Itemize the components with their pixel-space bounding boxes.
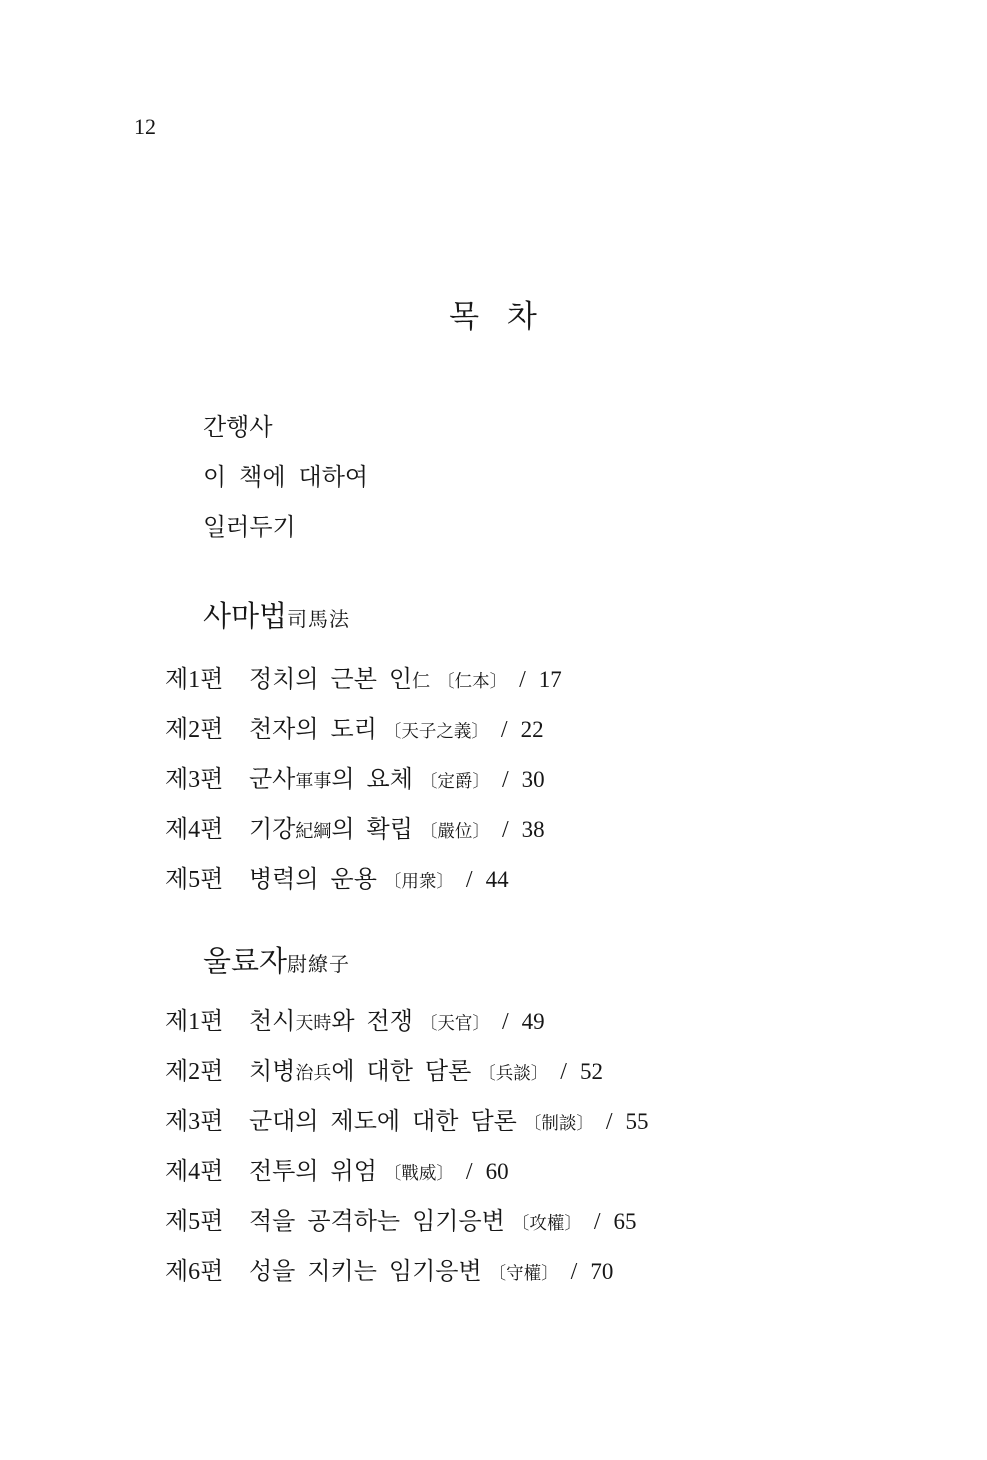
toc-entry	[165, 655, 562, 705]
chapter-label: 제2편	[165, 1059, 224, 1085]
page-separator: /	[465, 1159, 473, 1185]
chapter-title-korean: 군사	[249, 767, 296, 793]
chapter-label: 제1편	[165, 667, 224, 693]
chapter-title	[249, 817, 545, 843]
toc-entry	[165, 755, 562, 805]
chapter-page-number: 70	[590, 1259, 614, 1284]
chapter-hanja-bracket: 〔天子之義〕	[383, 721, 489, 741]
page-separator: /	[500, 717, 508, 743]
toc-entry	[165, 705, 562, 755]
chapter-page-number: 44	[485, 867, 509, 892]
chapter-title-korean: 병력의 운용	[249, 867, 377, 893]
chapter-label: 제3편	[165, 767, 224, 793]
chapter-title	[249, 667, 562, 693]
chapter-title-korean: 적을 공격하는 임기응변	[249, 1209, 505, 1235]
chapter-title	[249, 767, 545, 793]
page-number: 12	[134, 114, 156, 139]
page-separator: /	[501, 767, 509, 793]
chapter-page-number: 52	[579, 1059, 603, 1084]
chapter-page-number: 55	[625, 1109, 649, 1134]
chapter-title-korean-tail: 와 전쟁	[331, 1009, 413, 1035]
toc-title: 목 차	[449, 299, 538, 334]
chapter-title	[249, 1259, 613, 1285]
chapter-hanja-bracket: 〔攻權〕	[511, 1213, 582, 1233]
chapter-label: 제6편	[165, 1259, 224, 1285]
chapter-page-number: 17	[538, 667, 562, 692]
chapter-title	[249, 717, 544, 743]
chapter-title-hanja: 治兵	[295, 1063, 332, 1083]
chapter-page-number: 38	[521, 817, 545, 842]
chapter-title	[249, 1059, 603, 1085]
page-separator: /	[501, 1009, 509, 1035]
chapter-title-hanja: 天時	[295, 1013, 332, 1033]
chapter-title-hanja: 仁	[412, 671, 431, 691]
chapter-page-number: 49	[521, 1009, 545, 1034]
chapter-title-korean: 천시	[249, 1009, 296, 1035]
page-separator: /	[570, 1259, 578, 1285]
chapter-label: 제1편	[165, 1009, 224, 1035]
chapter-hanja-bracket: 〔嚴位〕	[419, 821, 490, 841]
chapter-title-korean: 군대의 제도에 대한 담론	[249, 1109, 517, 1135]
chapter-title-korean: 정치의 근본 인	[249, 667, 413, 693]
chapter-hanja-bracket: 〔仁本〕	[437, 671, 508, 691]
chapter-page-number: 30	[521, 767, 545, 792]
section-header-ullyoja	[203, 942, 350, 985]
chapter-label: 제2편	[165, 717, 224, 743]
page-separator: /	[605, 1109, 613, 1135]
chapter-label: 제3편	[165, 1109, 224, 1135]
chapter-title	[249, 867, 509, 893]
chapter-label: 제4편	[165, 817, 224, 843]
chapter-title-korean: 천자의 도리	[249, 717, 377, 743]
chapter-hanja-bracket: 〔定爵〕	[419, 771, 490, 791]
section-simabeop-entries	[165, 655, 562, 905]
toc-entry	[165, 1097, 649, 1147]
page-separator: /	[501, 817, 509, 843]
toc-entry	[165, 1047, 649, 1097]
toc-entry	[165, 997, 649, 1047]
front-matter-item: 간행사	[203, 415, 273, 441]
page-separator: /	[560, 1059, 567, 1085]
chapter-title	[249, 1109, 649, 1135]
chapter-hanja-bracket: 〔兵談〕	[478, 1063, 549, 1083]
chapter-hanja-bracket: 〔制談〕	[523, 1113, 594, 1133]
chapter-label: 제5편	[165, 1209, 224, 1235]
chapter-hanja-bracket: 〔天官〕	[419, 1013, 490, 1033]
chapter-title	[249, 1009, 545, 1035]
section-header-simabeop	[203, 597, 350, 640]
chapter-title-korean: 기강	[249, 817, 296, 843]
chapter-title-korean-tail: 에 대한 담론	[331, 1059, 472, 1085]
toc-entry	[165, 1197, 649, 1247]
section-title-korean: 사마법	[203, 601, 288, 633]
section-title-korean: 울료자	[203, 946, 288, 978]
section-title-hanja: 司馬法	[287, 609, 351, 631]
front-matter-item: 일러두기	[203, 515, 296, 541]
page-separator: /	[519, 667, 526, 693]
section-title-hanja: 尉繚子	[287, 954, 351, 976]
front-matter-item: 이 책에 대하여	[203, 465, 369, 491]
toc-entry	[165, 855, 562, 905]
chapter-hanja-bracket: 〔用衆〕	[383, 871, 454, 891]
page-separator: /	[465, 867, 473, 893]
chapter-hanja-bracket: 〔守權〕	[488, 1263, 559, 1283]
chapter-title-korean: 전투의 위엄	[249, 1159, 377, 1185]
chapter-title-korean: 성을 지키는 임기응변	[249, 1259, 482, 1285]
toc-entry	[165, 1247, 649, 1297]
chapter-label: 제4편	[165, 1159, 224, 1185]
chapter-title-korean-tail: 의 요체	[331, 767, 413, 793]
section-ullyoja-entries	[165, 997, 649, 1297]
chapter-hanja-bracket: 〔戰威〕	[383, 1163, 454, 1183]
chapter-page-number: 65	[613, 1209, 637, 1234]
front-matter-list	[203, 403, 368, 553]
page-separator: /	[593, 1209, 601, 1235]
chapter-title	[249, 1159, 509, 1185]
chapter-title-korean-tail: 의 확립	[331, 817, 413, 843]
chapter-title-hanja: 軍事	[295, 771, 332, 791]
chapter-page-number: 60	[485, 1159, 509, 1184]
chapter-title-korean: 치병	[249, 1059, 296, 1085]
chapter-title	[249, 1209, 637, 1235]
chapter-label: 제5편	[165, 867, 224, 893]
toc-entry	[165, 805, 562, 855]
chapter-page-number: 22	[520, 717, 544, 742]
chapter-title-hanja: 紀綱	[295, 821, 332, 841]
toc-entry	[165, 1147, 649, 1197]
